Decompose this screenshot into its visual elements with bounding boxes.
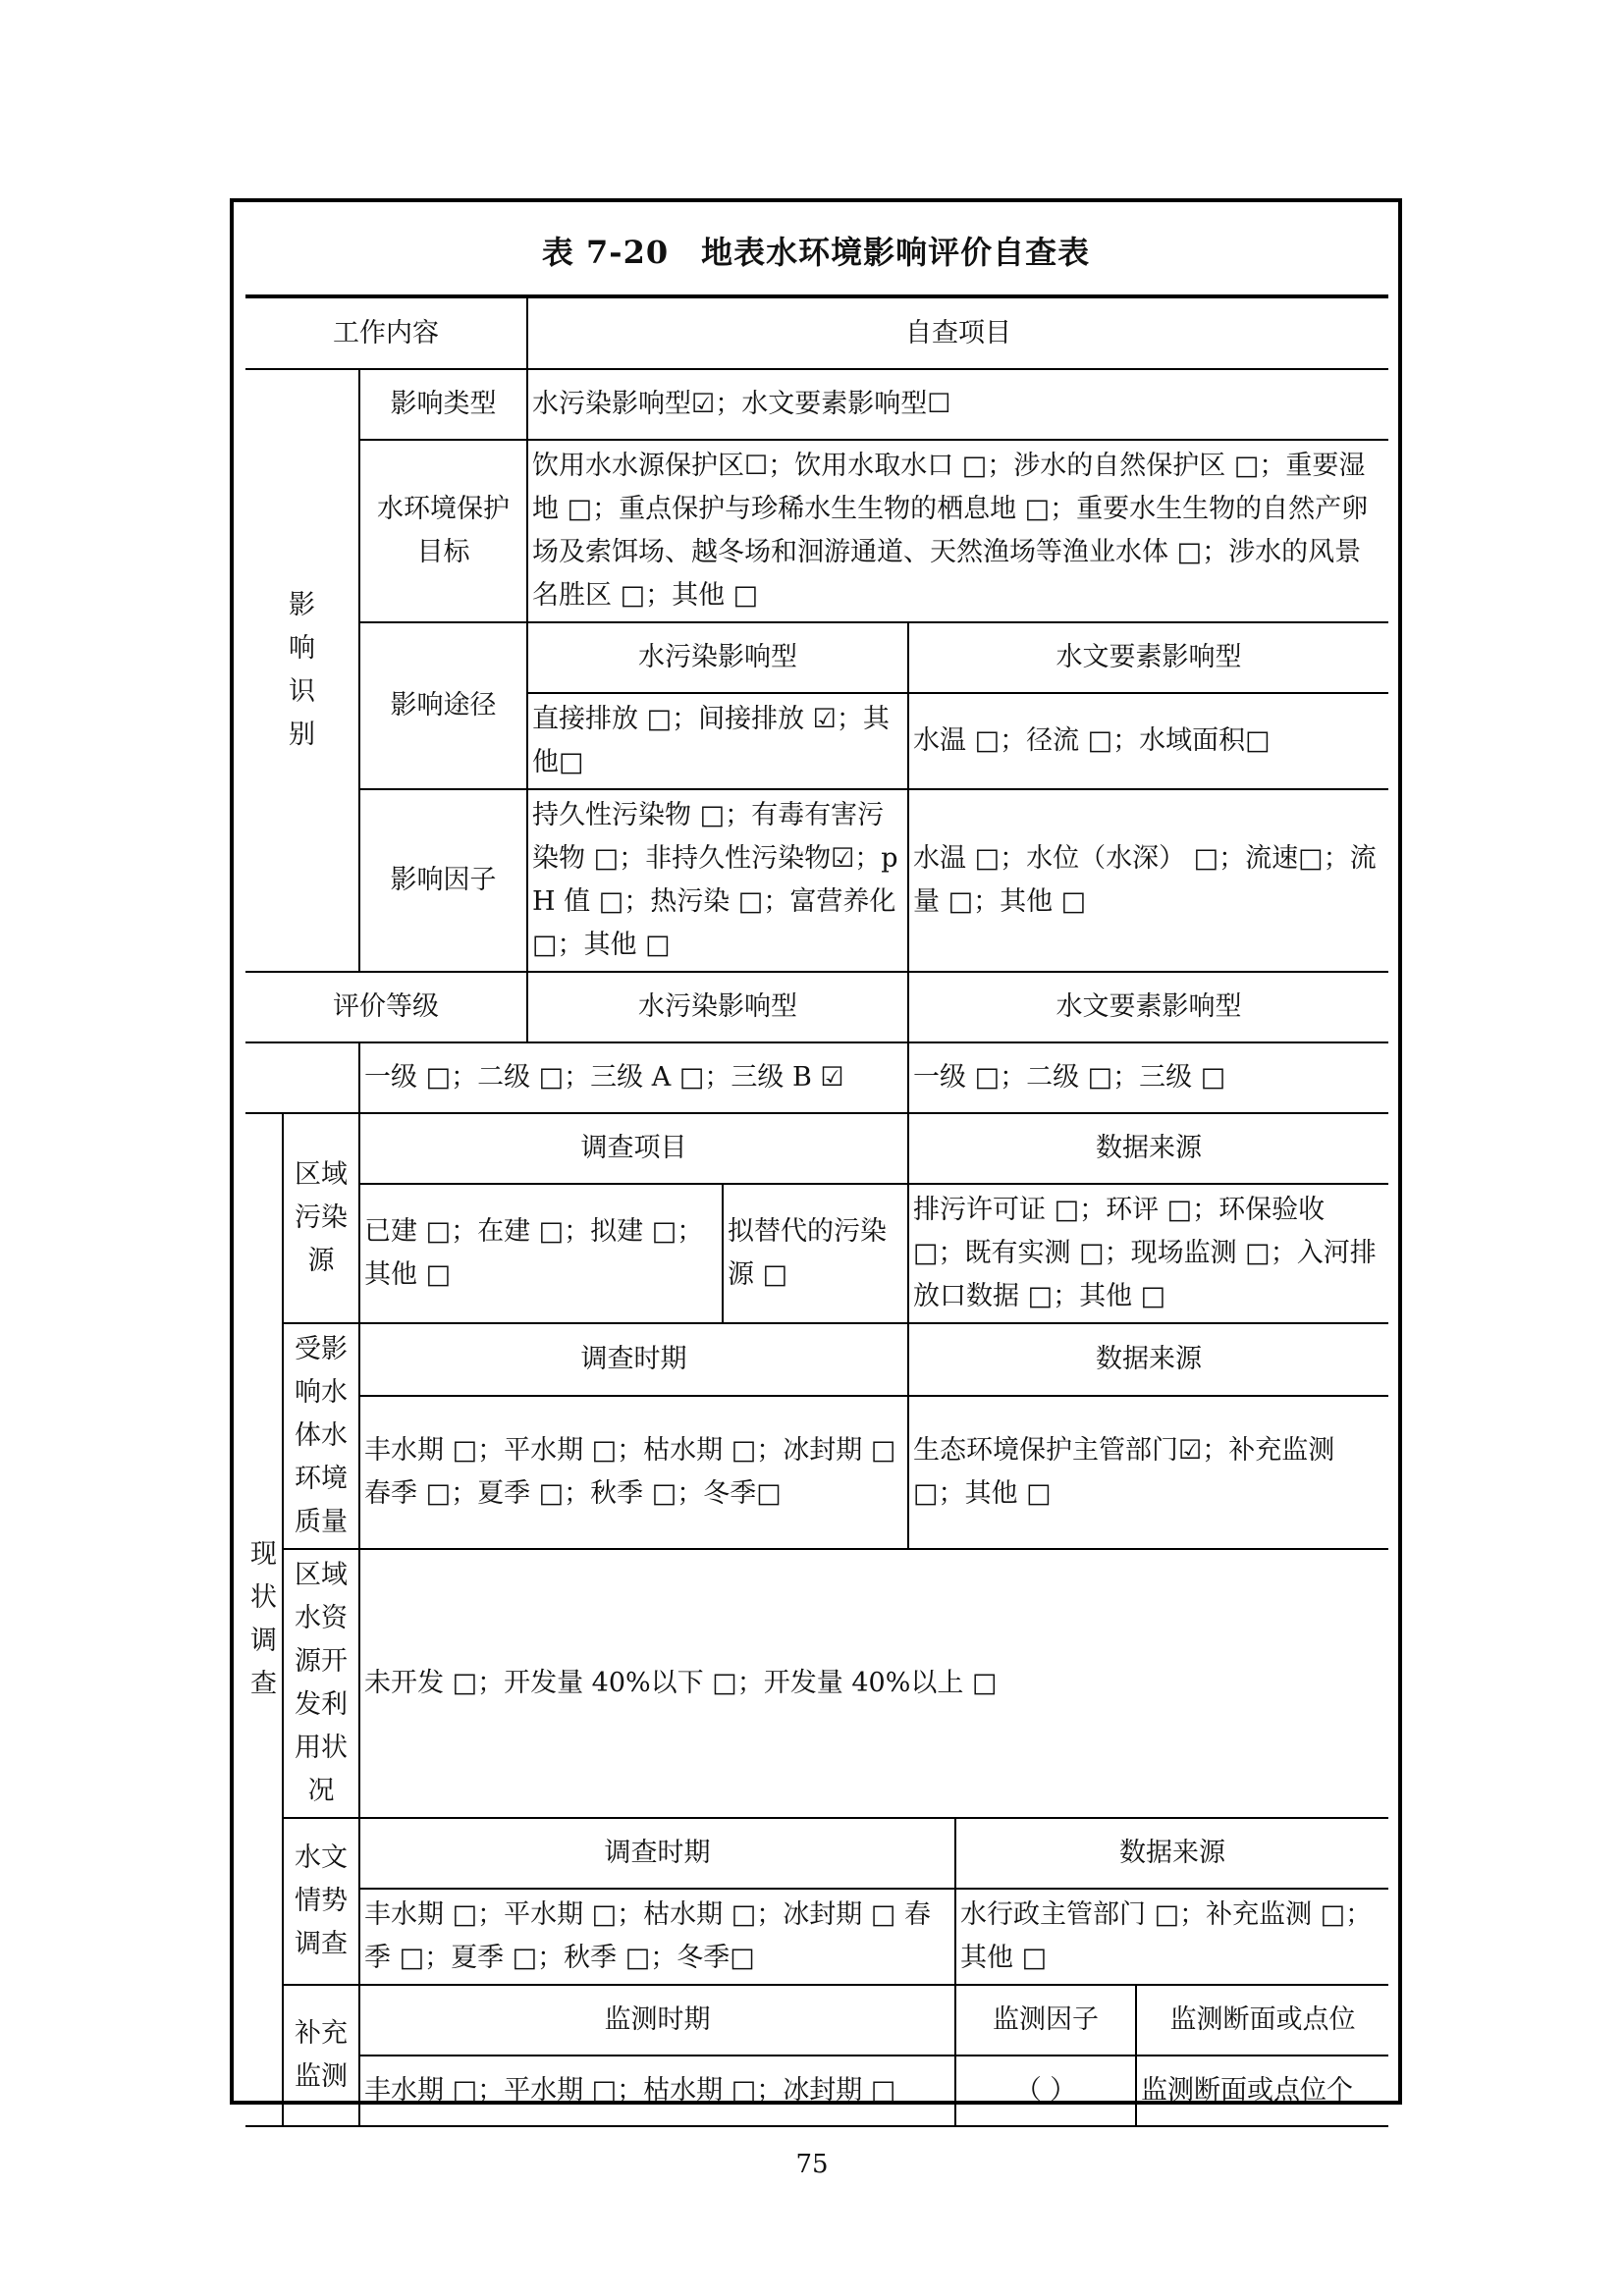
factor-water: 持久性污染物 □；有毒有害污染物 □；非持久性污染物☑；pH 值 □；热污染 □；富营养化 □；其他 □ [527,789,908,972]
survey-group-label [245,1113,283,2126]
self-check-table [245,294,1388,2127]
supp-label: 补充监测 [283,1985,359,2126]
supp-point: 监测断面或点位个 [1136,2056,1388,2126]
resource-value: 未开发 □；开发量 40%以下 □；开发量 40%以上 □ [359,1549,1388,1818]
vertical-char: 现 [250,1539,277,1570]
affected-source-header: 数据来源 [908,1323,1388,1396]
vertical-char: 调 [250,1626,277,1656]
hydro-source-header: 数据来源 [955,1818,1388,1889]
path-label: 影响途径 [359,622,527,789]
path-col-hydro: 水文要素影响型 [908,622,1388,693]
grade-col-hydro: 水文要素影响型 [908,972,1388,1042]
path-col-water: 水污染影响型 [527,622,908,693]
regional-items: 已建 □；在建 □；拟建 □；其他 □ [359,1184,723,1323]
regional-source-header: 数据来源 [908,1113,1388,1184]
type-label: 影响类型 [359,369,527,440]
affected-period: 丰水期 □；平水期 □；枯水期 □；冰封期 □ 春季 □；夏季 □；秋季 □；冬季□ [359,1396,908,1549]
path-water: 直接排放 □；间接排放 ☑；其他□ [527,693,908,789]
resource-label: 区域水资源开发利用状况 [283,1549,359,1818]
supp-point-header: 监测断面或点位 [1136,1985,1388,2056]
table-frame [230,198,1402,2105]
vertical-char: 识 [289,676,315,707]
supp-period-header: 监测时期 [359,1985,955,2056]
grade-col-water: 水污染影响型 [527,972,908,1042]
hydro-label: 水文情势调查 [283,1818,359,1985]
supp-factor-header: 监测因子 [955,1985,1136,2056]
affected-period-header: 调查时期 [359,1323,908,1396]
affected-label: 受影响水体水环境质量 [283,1323,359,1549]
target-label: 水环境保护目标 [359,440,527,622]
target-value: 饮用水水源保护区☐；饮用水取水口 □；涉水的自然保护区 □；重要湿地 □；重点保护与珍稀水生生物的栖息地 □；重要水生生物的自然产卵场及索饵场、越冬场和洄游通道、天然渔场等渔业水体 □；涉水的风景名胜区 □；其他 □ [527,440,1388,622]
regional-items-header: 调查项目 [359,1113,908,1184]
page-number: 75 [795,2150,829,2179]
vertical-char: 别 [289,720,315,750]
factor-label: 影响因子 [359,789,527,972]
header-work: 工作内容 [245,296,527,369]
factor-hydro: 水温 □；水位（水深） □；流速□；流量 □；其他 □ [908,789,1388,972]
survey-group-text [249,1533,278,1706]
regional-source: 排污许可证 □；环评 □；环保验收 □；既有实测 □；现场监测 □；入河排放口数据 □；其他 □ [908,1184,1388,1323]
regional-label: 区域污染源 [283,1113,359,1323]
vertical-char: 状 [250,1582,277,1613]
identify-group-text [249,584,354,757]
grade-empty-cell [245,1042,359,1113]
grade-hydro: 一级 □；二级 □；三级 □ [908,1042,1388,1113]
supp-period: 丰水期 □；平水期 □；枯水期 □；冰封期 □ [359,2056,955,2126]
vertical-char: 响 [289,633,315,664]
type-value: 水污染影响型☑；水文要素影响型☐ [527,369,1388,440]
header-check: 自查项目 [527,296,1388,369]
affected-source: 生态环境保护主管部门☑；补充监测 □；其他 □ [908,1396,1388,1549]
vertical-char: 影 [289,590,315,620]
supp-factor: （ ） [955,2056,1136,2126]
vertical-char: 查 [250,1669,277,1699]
identify-group-label [245,369,359,972]
grade-water: 一级 □；二级 □；三级 A □；三级 B ☑ [359,1042,908,1113]
grade-label: 评价等级 [245,972,527,1042]
hydro-source: 水行政主管部门 □；补充监测 □；其他 □ [955,1889,1388,1985]
hydro-period-header: 调查时期 [359,1818,955,1889]
hydro-period: 丰水期 □；平水期 □；枯水期 □；冰封期 □ 春季 □；夏季 □；秋季 □；冬季□ [359,1889,955,1985]
path-hydro: 水温 □；径流 □；水域面积□ [908,693,1388,789]
regional-replace: 拟替代的污染源 □ [723,1184,908,1323]
table-title: 表 7-20 地表水环境影响评价自查表 [541,234,1091,271]
